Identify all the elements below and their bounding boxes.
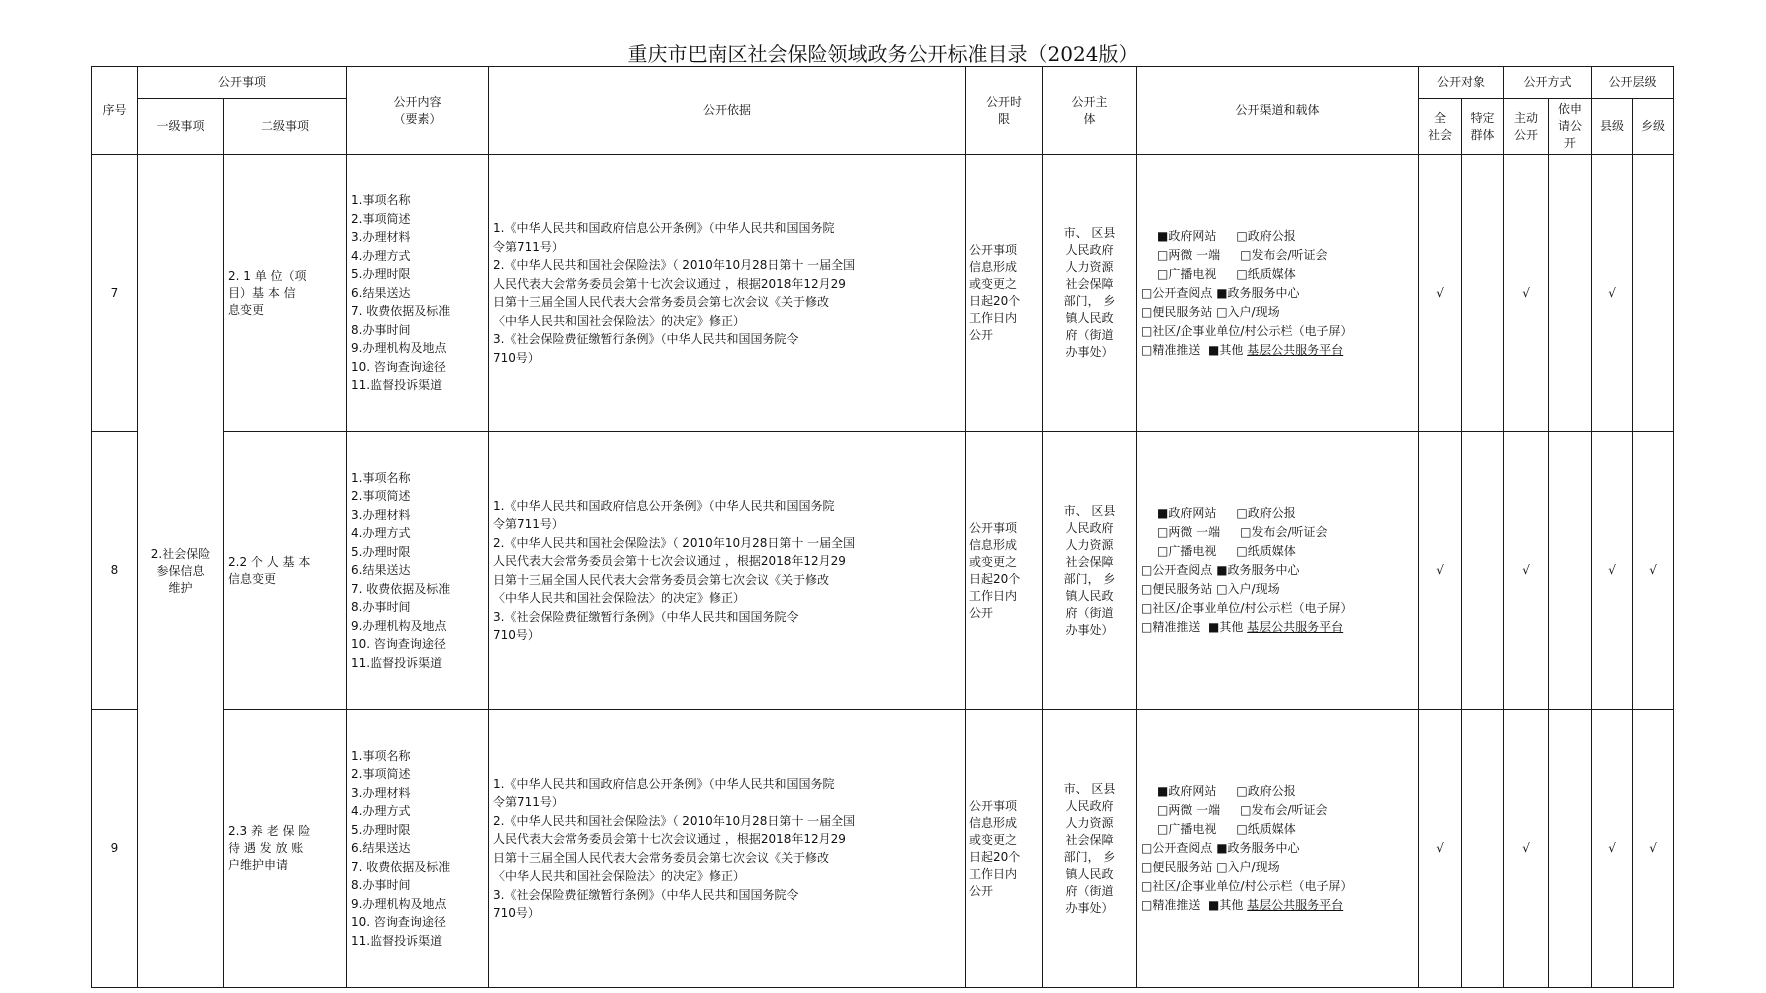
content-item: 3.办理材料	[351, 230, 411, 245]
channel-option: □广播电视	[1157, 266, 1217, 281]
content-item: 9.办理机构及地点	[351, 896, 447, 911]
check-active: √	[1504, 710, 1549, 988]
content-item: 8.办事时间	[351, 600, 411, 615]
subject-line: 府（街道	[1065, 883, 1114, 898]
channel-option: □政府公报	[1236, 784, 1296, 798]
time-line: 公开	[969, 328, 994, 342]
header-method-active	[1504, 99, 1549, 155]
legal-basis	[489, 432, 966, 710]
subject-line: 市、 区县	[1063, 503, 1116, 518]
channel-line	[1141, 820, 1414, 839]
channel-line	[1141, 227, 1414, 246]
header-time	[966, 67, 1043, 155]
channel-option: □精准推送	[1141, 342, 1201, 357]
header-level: 公开层级	[1592, 67, 1674, 99]
legal-basis	[489, 155, 966, 432]
header-basis: 公开依据	[489, 67, 966, 155]
content-item: 10. 咨询查询途径	[351, 359, 446, 374]
basis-line: 日第十三届全国人民代表大会常务委员会第七次会议《关于修改	[493, 295, 830, 309]
subject-line: 人民政府	[1065, 798, 1114, 813]
channel-other-text: 基层公共服务平台	[1247, 342, 1344, 357]
header-line: 公开	[1514, 127, 1539, 142]
channel-option: □纸质媒体	[1236, 822, 1296, 836]
content-elements	[347, 155, 489, 432]
content-item: 4.办理方式	[351, 248, 411, 263]
basis-line: 日第十三届全国人民代表大会常务委员会第七次会议《关于修改	[493, 850, 830, 865]
channel-option: □纸质媒体	[1236, 266, 1296, 281]
header-line: 社会	[1428, 127, 1453, 142]
check-county: √	[1592, 432, 1633, 710]
time-limit	[966, 155, 1043, 432]
content-item: 11.监督投诉渠道	[351, 933, 443, 948]
basis-line: 令第711号）	[493, 239, 564, 254]
check-town	[1633, 155, 1674, 432]
basis-line: 1.《中华人民共和国政府信息公开条例》（中华人民共和国国务院	[493, 776, 835, 791]
level2-line: 户维护申请	[228, 858, 289, 872]
channel-line	[1141, 839, 1414, 858]
content-item: 9.办理机构及地点	[351, 618, 447, 633]
table-row	[92, 432, 1674, 710]
content-item: 1.事项名称	[351, 470, 411, 485]
channel-option: □精准推送	[1141, 898, 1201, 912]
subject-line: 办事处）	[1065, 345, 1114, 359]
disclosure-subject	[1043, 155, 1137, 432]
channel-other-text: 基层公共服务平台	[1247, 620, 1344, 634]
channel-line	[1141, 561, 1414, 580]
content-item: 4.办理方式	[351, 804, 411, 819]
channel-line	[1141, 322, 1414, 341]
subject-line: 府（街道	[1065, 328, 1114, 342]
header-subject-line: 公开主	[1071, 94, 1108, 109]
content-item: 2.事项简述	[351, 489, 411, 504]
check-specific-group	[1462, 432, 1504, 710]
channel-option: ■政务服务中心	[1216, 285, 1300, 300]
content-item: 7. 收费依据及标准	[351, 304, 451, 319]
level1-item	[138, 155, 224, 988]
channel-line	[1141, 618, 1414, 637]
channel-option: □便民服务站	[1141, 304, 1213, 319]
content-elements	[347, 432, 489, 710]
basis-line: 人民代表大会常务委员会第十七次会议通过 ，根据2018年12月29	[493, 832, 846, 846]
header-line: 特定	[1470, 110, 1495, 125]
level2-line: 2.2 个 人 基 本	[228, 554, 311, 569]
content-item: 7. 收费依据及标准	[351, 581, 451, 596]
basis-line: 令第711号）	[493, 795, 564, 809]
time-line: 日起20个	[969, 571, 1021, 586]
subject-line: 社会保障	[1065, 832, 1114, 847]
channel-option: □发布会/听证会	[1240, 247, 1328, 262]
level2-line: 2.3 养 老 保 险	[228, 824, 311, 838]
row-seq: 7	[92, 155, 138, 432]
basis-line: 2.《中华人民共和国社会保险法》（ 2010年10月28日第十 一届全国	[493, 535, 856, 550]
header-line: 开	[1564, 136, 1577, 150]
time-line: 公开	[969, 605, 994, 620]
level2-line: 2. 1 单 位（项	[228, 268, 307, 283]
time-line: 工作日内	[969, 866, 1018, 881]
channel-line	[1141, 542, 1414, 561]
time-line: 公开事项	[969, 243, 1018, 257]
channel-line	[1141, 896, 1414, 915]
subject-line: 人力资源	[1065, 815, 1114, 830]
channel-line	[1141, 877, 1414, 896]
channel-option: □广播电视	[1157, 544, 1217, 558]
level1-line: 维护	[168, 580, 193, 595]
check-county: √	[1592, 155, 1633, 432]
channel-line	[1141, 858, 1414, 877]
level1-line: 参保信息	[156, 563, 205, 578]
channel-option: ■其他	[1208, 620, 1244, 634]
level1-line: 2.社会保险	[150, 546, 211, 561]
content-item: 4.办理方式	[351, 526, 411, 541]
level2-line: 目）基 本 信	[228, 285, 296, 300]
check-specific-group	[1462, 155, 1504, 432]
level2-line: 待 遇 发 放 账	[228, 841, 304, 855]
content-item: 2.事项简述	[351, 211, 411, 226]
check-town: √	[1633, 710, 1674, 988]
time-line: 公开事项	[969, 798, 1018, 813]
channel-option: □发布会/听证会	[1240, 803, 1328, 817]
channel-option: □社区/企事业单位/村公示栏（电子屏）	[1141, 879, 1353, 893]
header-content	[347, 67, 489, 155]
content-item: 7. 收费依据及标准	[351, 859, 451, 874]
header-target-all	[1419, 99, 1462, 155]
disclosure-subject	[1043, 710, 1137, 988]
basis-line: 日第十三届全国人民代表大会常务委员会第七次会议《关于修改	[493, 572, 830, 587]
basis-line: 710号）	[493, 906, 540, 920]
basis-line: 〈中华人民共和国社会保险法〉的决定》修正）	[493, 869, 746, 883]
content-item: 1.事项名称	[351, 193, 411, 208]
channel-line	[1141, 246, 1414, 265]
header-line: 群体	[1470, 127, 1495, 142]
subject-line: 人力资源	[1065, 260, 1114, 274]
content-item: 11.监督投诉渠道	[351, 378, 443, 393]
check-specific-group	[1462, 710, 1504, 988]
header-line: 主动	[1514, 110, 1539, 125]
content-item: 6.结果送达	[351, 841, 411, 856]
channel-option: □便民服务站	[1141, 860, 1213, 874]
content-item: 9.办理机构及地点	[351, 341, 447, 356]
time-line: 日起20个	[969, 849, 1021, 864]
header-level-county: 县级	[1592, 99, 1633, 155]
basis-line: 〈中华人民共和国社会保险法〉的决定》修正）	[493, 591, 746, 605]
time-line: 或变更之	[969, 277, 1018, 291]
row-seq: 9	[92, 710, 138, 988]
subject-line: 部门， 乡	[1063, 294, 1116, 308]
channel-option: □精准推送	[1141, 620, 1201, 634]
disclosure-channels	[1137, 155, 1419, 432]
channel-option: ■政务服务中心	[1216, 563, 1300, 577]
channel-option: ■其他	[1208, 342, 1244, 357]
channel-option: ■其他	[1208, 898, 1244, 912]
channel-option: □政府公报	[1236, 506, 1296, 520]
time-line: 工作日内	[969, 311, 1018, 325]
row-seq: 8	[92, 432, 138, 710]
channel-option: □政府公报	[1236, 228, 1296, 243]
channel-option: □入户/现场	[1216, 860, 1280, 874]
level2-line: 息变更	[228, 302, 265, 317]
basis-line: 人民代表大会常务委员会第十七次会议通过 ，根据2018年12月29	[493, 276, 846, 291]
subject-line: 镇人民政	[1065, 588, 1114, 603]
header-subject-line: 体	[1083, 111, 1096, 126]
check-on-request	[1549, 432, 1592, 710]
content-item: 10. 咨询查询途径	[351, 915, 446, 930]
channel-line	[1141, 599, 1414, 618]
content-elements	[347, 710, 489, 988]
catalog-table	[91, 66, 1674, 988]
header-method: 公开方式	[1504, 67, 1592, 99]
check-all-society: √	[1419, 432, 1462, 710]
content-item: 8.办事时间	[351, 322, 411, 337]
basis-line: 710号）	[493, 628, 540, 642]
check-on-request	[1549, 155, 1592, 432]
channel-line	[1141, 303, 1414, 322]
time-line: 信息形成	[969, 537, 1018, 552]
basis-line: 2.《中华人民共和国社会保险法》（ 2010年10月28日第十 一届全国	[493, 813, 856, 828]
basis-line: 710号）	[493, 350, 540, 365]
time-line: 公开	[969, 883, 994, 898]
channel-option: □公开查阅点	[1141, 841, 1213, 855]
check-on-request	[1549, 710, 1592, 988]
basis-line: 3.《社会保险费征缴暂行条例》（中华人民共和国国务院令	[493, 332, 799, 346]
channel-option: □发布会/听证会	[1240, 525, 1328, 539]
channel-other-text: 基层公共服务平台	[1247, 898, 1344, 912]
header-level-town: 乡级	[1633, 99, 1674, 155]
content-item: 11.监督投诉渠道	[351, 655, 443, 670]
level2-item	[224, 710, 347, 988]
content-item: 3.办理材料	[351, 785, 411, 800]
content-item: 6.结果送达	[351, 285, 411, 300]
disclosure-channels	[1137, 710, 1419, 988]
channel-line	[1141, 523, 1414, 542]
header-disclosure-item: 公开事项	[138, 67, 347, 99]
subject-line: 部门， 乡	[1063, 849, 1116, 864]
content-item: 10. 咨询查询途径	[351, 637, 446, 652]
check-all-society: √	[1419, 710, 1462, 988]
channel-option: ■政府网站	[1157, 506, 1217, 520]
time-line: 信息形成	[969, 815, 1018, 830]
channel-line	[1141, 580, 1414, 599]
channel-option: □入户/现场	[1216, 582, 1280, 596]
subject-line: 镇人民政	[1065, 311, 1114, 325]
subject-line: 人民政府	[1065, 243, 1114, 257]
content-item: 6.结果送达	[351, 563, 411, 578]
header-level2: 二级事项	[224, 99, 347, 155]
time-limit	[966, 432, 1043, 710]
channel-line	[1141, 504, 1414, 523]
channel-option: □纸质媒体	[1236, 544, 1296, 558]
check-active: √	[1504, 155, 1549, 432]
time-line: 或变更之	[969, 832, 1018, 847]
channel-option: □两微 一端	[1157, 803, 1221, 817]
subject-line: 镇人民政	[1065, 866, 1114, 881]
table-row	[92, 155, 1674, 432]
header-content-line: 公开内容	[393, 94, 442, 109]
basis-line: 〈中华人民共和国社会保险法〉的决定》修正）	[493, 313, 746, 328]
header-line: 请公	[1558, 119, 1583, 133]
basis-line: 3.《社会保险费征缴暂行条例》（中华人民共和国国务院令	[493, 887, 799, 902]
channel-option: ■政府网站	[1157, 784, 1217, 798]
legal-basis	[489, 710, 966, 988]
time-line: 公开事项	[969, 520, 1018, 535]
header-target: 公开对象	[1419, 67, 1504, 99]
basis-line: 1.《中华人民共和国政府信息公开条例》（中华人民共和国国务院	[493, 221, 835, 235]
header-time-line: 公开时	[986, 94, 1023, 109]
subject-line: 人民政府	[1065, 520, 1114, 535]
time-line: 信息形成	[969, 260, 1018, 274]
content-item: 5.办理时限	[351, 544, 411, 559]
channel-line	[1141, 265, 1414, 284]
level2-item	[224, 432, 347, 710]
subject-line: 社会保障	[1065, 554, 1114, 569]
subject-line: 府（街道	[1065, 605, 1114, 620]
content-item: 5.办理时限	[351, 267, 411, 282]
channel-line	[1141, 284, 1414, 303]
subject-line: 市、 区县	[1063, 226, 1116, 240]
channel-line	[1141, 782, 1414, 801]
subject-line: 市、 区县	[1063, 781, 1116, 796]
header-seq: 序号	[92, 67, 138, 155]
subject-line: 人力资源	[1065, 537, 1114, 552]
content-item: 3.办理材料	[351, 507, 411, 522]
basis-line: 1.《中华人民共和国政府信息公开条例》（中华人民共和国国务院	[493, 498, 835, 513]
check-active: √	[1504, 432, 1549, 710]
level2-line: 信息变更	[228, 571, 277, 586]
channel-option: □社区/企事业单位/村公示栏（电子屏）	[1141, 601, 1353, 615]
header-method-request	[1549, 99, 1592, 155]
channel-option: ■政务服务中心	[1216, 841, 1300, 855]
check-all-society: √	[1419, 155, 1462, 432]
basis-line: 2.《中华人民共和国社会保险法》（ 2010年10月28日第十 一届全国	[493, 258, 856, 272]
subject-line: 社会保障	[1065, 277, 1114, 291]
time-line: 日起20个	[969, 294, 1021, 308]
basis-line: 3.《社会保险费征缴暂行条例》（中华人民共和国国务院令	[493, 609, 799, 624]
subject-line: 办事处）	[1065, 622, 1114, 637]
channel-option: □两微 一端	[1157, 247, 1221, 262]
header-subject	[1043, 67, 1137, 155]
channel-line	[1141, 801, 1414, 820]
content-item: 5.办理时限	[351, 822, 411, 837]
header-content-line: （要素）	[393, 111, 442, 126]
header-level1: 一级事项	[138, 99, 224, 155]
subject-line: 办事处）	[1065, 900, 1114, 915]
header-channel: 公开渠道和载体	[1137, 67, 1419, 155]
channel-option: ■政府网站	[1157, 228, 1217, 243]
header-line: 全	[1434, 110, 1447, 125]
channel-option: □公开查阅点	[1141, 285, 1213, 300]
check-town: √	[1633, 432, 1674, 710]
content-item: 8.办事时间	[351, 878, 411, 893]
disclosure-subject	[1043, 432, 1137, 710]
page-title: 重庆市巴南区社会保险领域政务公开标准目录（2024版）	[627, 42, 1139, 66]
content-item: 1.事项名称	[351, 748, 411, 763]
time-line: 工作日内	[969, 588, 1018, 603]
time-line: 或变更之	[969, 554, 1018, 569]
channel-option: □社区/企事业单位/村公示栏（电子屏）	[1141, 323, 1353, 338]
header-line: 依申	[1558, 102, 1583, 116]
subject-line: 部门， 乡	[1063, 571, 1116, 586]
check-county: √	[1592, 710, 1633, 988]
channel-line	[1141, 341, 1414, 360]
time-limit	[966, 710, 1043, 988]
content-item: 2.事项简述	[351, 767, 411, 782]
channel-option: □公开查阅点	[1141, 563, 1213, 577]
header-target-specific	[1462, 99, 1504, 155]
channel-option: □两微 一端	[1157, 525, 1221, 539]
channel-option: □便民服务站	[1141, 582, 1213, 596]
basis-line: 人民代表大会常务委员会第十七次会议通过 ，根据2018年12月29	[493, 554, 846, 568]
table-row	[92, 710, 1674, 988]
level2-item	[224, 155, 347, 432]
header-time-line: 限	[998, 111, 1011, 126]
channel-option: □广播电视	[1157, 822, 1217, 836]
disclosure-channels	[1137, 432, 1419, 710]
channel-option: □入户/现场	[1216, 304, 1280, 319]
basis-line: 令第711号）	[493, 517, 564, 531]
